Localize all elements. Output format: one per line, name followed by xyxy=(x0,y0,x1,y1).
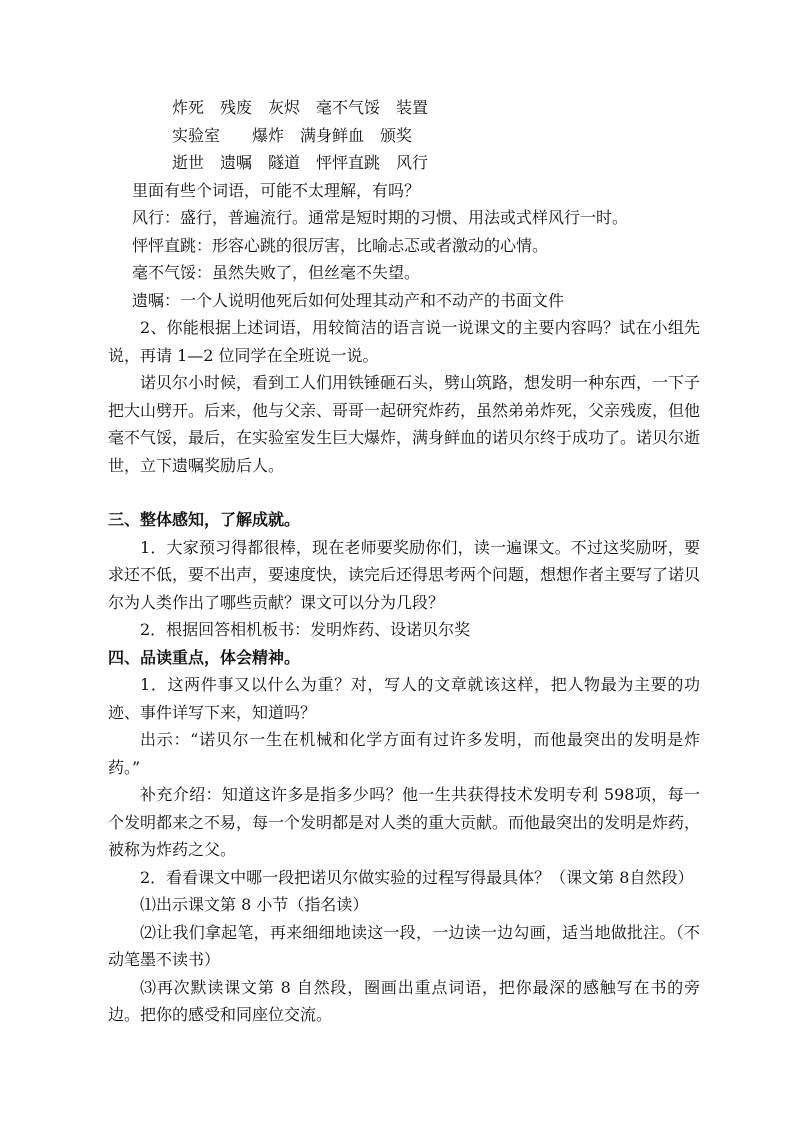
section-3-paragraph-2: 2．根据回答相机板书：发明炸药、设诺贝尔奖 xyxy=(140,620,471,639)
step-3: ⑶再次默读课文第 8 自然段，圈画出重点词语，把你最深的感触写在书的旁边。把你的感受和同座位交流。 xyxy=(108,977,700,1024)
section-4-paragraph-2: 2．看看课文中哪一段把诺贝尔做实验的过程写得最具体？（课文第 8自然段） xyxy=(140,867,694,887)
vocab-row-2: 实验室 爆炸 满身鲜血 颁奖 xyxy=(172,125,413,145)
summary-paragraph: 诺贝尔小时候，看到工人们用铁锤砸石头，劈山筑路，想发明一种东西，一下子把大山劈开。后来，他与父亲、哥哥一起研究炸药，虽然弟弟炸死，父亲残废，但他毫不气馁，最后，在实验室发生巨大爆炸，满身鲜血的诺贝尔终于成功了。诺贝尔逝世，立下遗嘱奖励后人。 xyxy=(108,373,701,475)
vocab-row-3: 逝世 遗嘱 隧道 怦怦直跳 风行 xyxy=(172,153,429,172)
section-4-paragraph-1: 1．这两件事又以什么为重？对，写人的文章就该这样，把人物最为主要的功迹、事件详写下来，知道吗？ xyxy=(108,675,700,722)
section-4-heading: 四、品读重点，体会精神。 xyxy=(108,647,301,667)
step-2: ⑵让我们拿起笔，再来细细地读这一段，一边读一边勾画，适当地做批注。（不动笔墨不读书） xyxy=(108,922,700,969)
vocab-row-1: 炸死 残废 灰烬 毫不气馁 装置 xyxy=(172,98,429,117)
document-page xyxy=(108,94,700,1029)
definition-haobuqinei: 毫不气馁：虽然失败了，但丝毫不失望。 xyxy=(132,263,421,282)
definition-fengxing: 风行：盛行，普遍流行。通常是短时期的习惯、用法或式样风行一时。 xyxy=(132,208,629,227)
step-1: ⑴出示课文第 8 小节（指名读） xyxy=(140,895,369,914)
section-3-heading: 三、整体感知，了解成就。 xyxy=(108,510,301,529)
definition-yizhu: 遗嘱：一个人说明他死后如何处理其动产和不动产的书面文件 xyxy=(132,290,565,310)
blank-line xyxy=(108,479,700,506)
intro-question: 里面有些个词语，可能不太理解，有吗？ xyxy=(132,180,421,200)
definition-pengpeng: 怦怦直跳：形容心跳的很厉害，比喻忐忑或者激动的心情。 xyxy=(132,235,549,255)
section-4-supplement: 补充介绍：知道这许多是指多少吗？他一生共获得技术发明专利 598项，每一个发明都来之不易，每一个发明都是对人类的重大贡献。而他最突出的发明是炸药，被称为炸药之父。 xyxy=(108,785,701,859)
task-2-paragraph: 2、你能根据上述词语，用较简洁的语言说一说课文的主要内容吗？试在小组先说，再请 1—2 位同学在全班说一说。 xyxy=(108,318,700,365)
section-3-paragraph-1: 1．大家预习得都很棒，现在老师要奖励你们，读一遍课文。不过这奖励呀，要求还不低，要不出声，要速度快，读完后还得思考两个问题，想想作者主要写了诺贝尔为人类作出了哪些贡献？课文可以分为几段？ xyxy=(108,537,701,612)
section-4-quote: 出示：“诺贝尔一生在机械和化学方面有过许多发明，而他最突出的发明是炸药。” xyxy=(108,730,700,777)
